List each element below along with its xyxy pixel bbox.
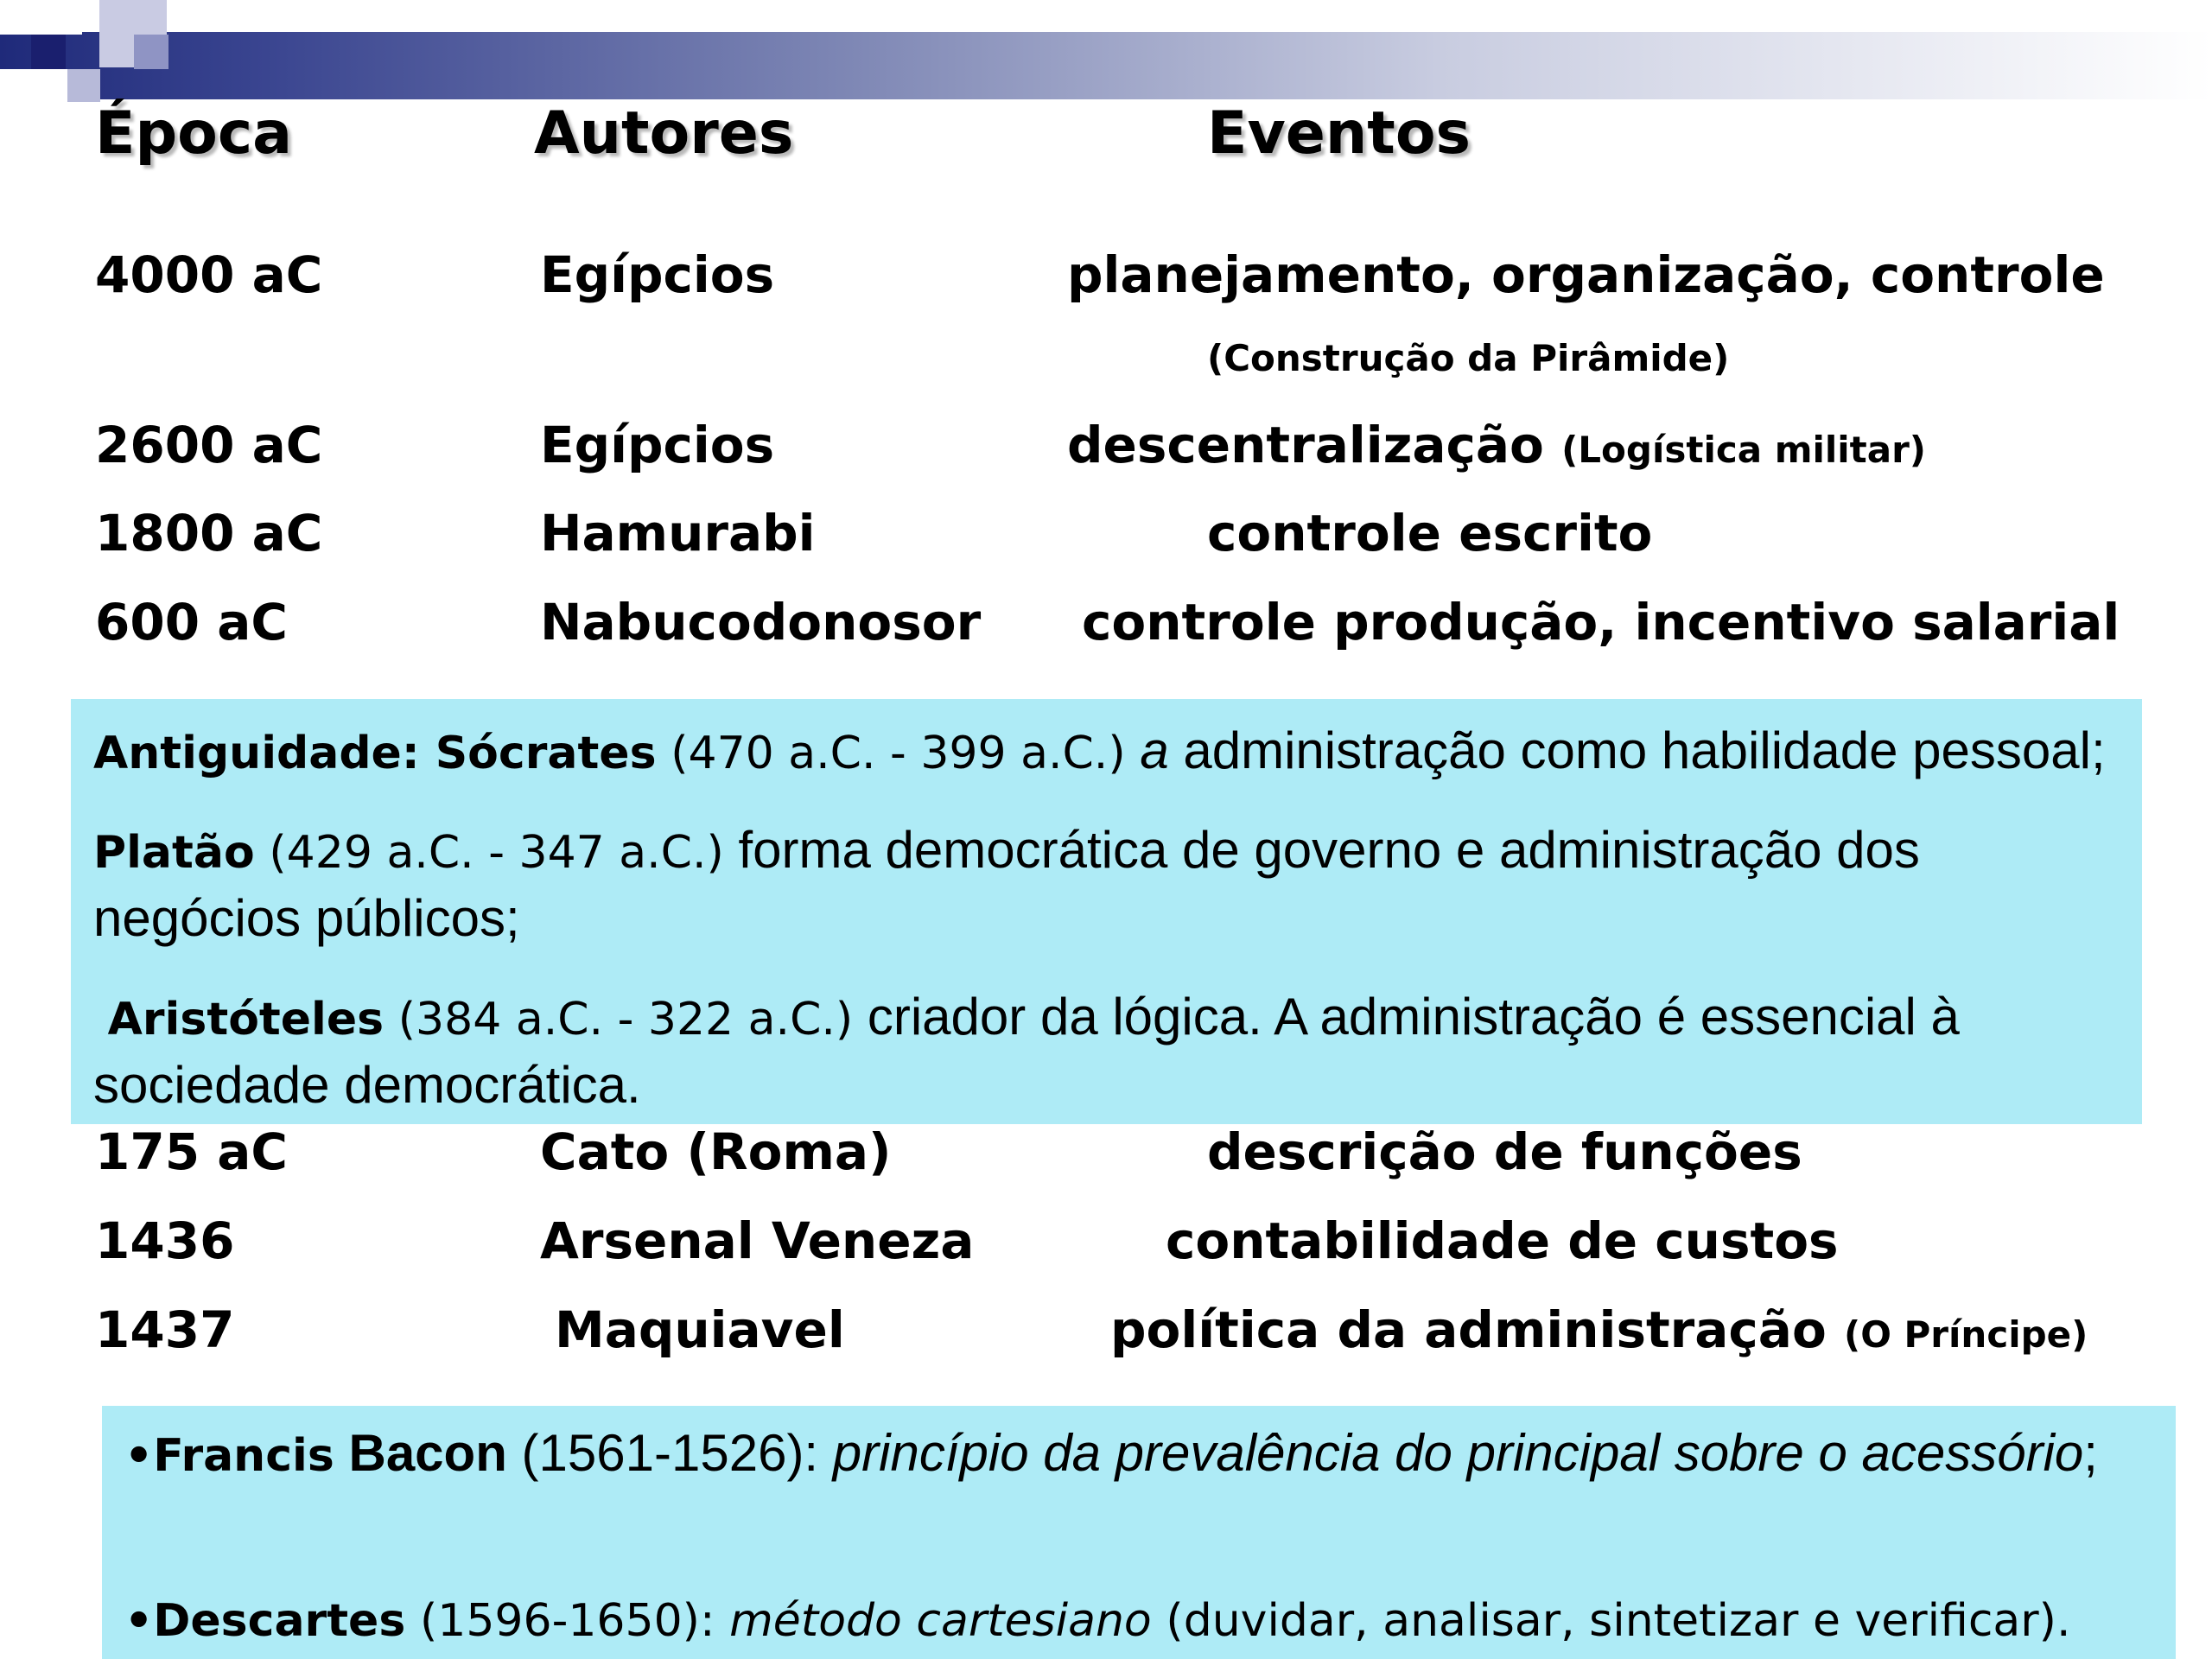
decor-square (31, 35, 66, 69)
descartes-paragraph (124, 1586, 2164, 1654)
row-epoca: 1800 aC (95, 504, 323, 563)
row-epoca: 600 aC (95, 593, 288, 652)
header-epoca: Época (95, 99, 293, 168)
descartes-name: Descartes (153, 1595, 406, 1647)
row-evento: controle escrito (1207, 504, 1653, 563)
platao-text: forma democrática de governo e administração dos negócios públicos; (93, 821, 1920, 947)
modern-box (102, 1406, 2176, 1659)
row-autor: Hamurabi (540, 504, 816, 563)
bullet: • (124, 1595, 154, 1647)
bullet: • (124, 1430, 154, 1482)
row-evento: planejamento, organização, controle (1067, 245, 2105, 304)
row-nota: (Construção da Pirâmide) (1207, 337, 1730, 379)
socrates-paragraph: Antiguidade: Sócrates (470 a.C. - 399 a.C.) a administração como habilidade pessoal; (93, 721, 2106, 779)
aristoteles-text: criador da lógica. A administração é essencial à sociedade democrática. (93, 988, 1960, 1114)
socrates-dates: (470 a.C. - 399 a.C.) (671, 728, 1126, 779)
row-epoca: 1436 (95, 1211, 235, 1270)
bacon-last-name: Bacon (348, 1424, 507, 1482)
platao-dates: (429 a.C. - 347 a.C.) (269, 827, 724, 879)
row-evento: descrição de funções (1207, 1122, 1802, 1181)
bacon-text: princípio da prevalência do principal sobre o acessório (832, 1424, 2084, 1482)
timeline-row (0, 416, 2212, 499)
aristoteles-paragraph (93, 984, 2133, 1118)
row-epoca: 175 aC (95, 1122, 288, 1181)
row-nota: (O Príncipe) (1844, 1313, 2088, 1356)
row-autor: Cato (Roma) (540, 1122, 892, 1181)
row-epoca: 1437 (95, 1300, 235, 1359)
row-evento: contabilidade de custos (1166, 1211, 1839, 1270)
row-evento: controle produção, incentivo salarial (1082, 593, 2120, 652)
decor-square (67, 69, 100, 102)
row-autor: Egípcios (540, 245, 775, 304)
row-autor: Maquiavel (555, 1300, 845, 1359)
decor-square (0, 0, 82, 35)
aristoteles-dates: (384 a.C. - 322 a.C.) (397, 994, 854, 1046)
row-evento: política da administração (O Príncipe) (1110, 1300, 2088, 1359)
timeline-row (0, 245, 2212, 328)
bacon-paragraph: •Francis Bacon (1561-1526): princípio da prevalência do principal sobre o acessório; (124, 1424, 2098, 1482)
aristoteles-name: Aristóteles (107, 994, 385, 1046)
timeline-row (0, 1122, 2212, 1205)
row-autor: Arsenal Veneza (540, 1211, 975, 1270)
row-autor: Nabucodonosor (540, 593, 982, 652)
timeline-row (0, 1300, 2212, 1383)
bacon-first-name: Francis (153, 1430, 334, 1482)
platao-paragraph (93, 817, 2133, 951)
socrates-name: Antiguidade: Sócrates (93, 728, 657, 779)
descartes-dates: (1596-1650): (419, 1595, 715, 1647)
header-autores: Autores (534, 99, 794, 168)
row-epoca: 4000 aC (95, 245, 323, 304)
row-nota: (Logística militar) (1561, 429, 1926, 471)
timeline-row (0, 1211, 2212, 1294)
platao-name: Platão (93, 827, 255, 879)
header-eventos: Eventos (1207, 99, 1471, 168)
decor-square (0, 69, 67, 137)
socrates-text: administração como habilidade pessoal; (1183, 721, 2106, 779)
row-evento: descentralização (Logística militar) (1067, 416, 1926, 474)
timeline-row (0, 504, 2212, 587)
row-autor: Egípcios (540, 416, 775, 474)
bacon-dates: (1561-1526): (521, 1424, 819, 1482)
timeline-row (0, 593, 2212, 676)
title-gradient-bar (0, 32, 2212, 99)
descartes-method: método cartesiano (729, 1595, 1152, 1647)
antiquity-box (71, 699, 2142, 1124)
row-epoca: 2600 aC (95, 416, 323, 474)
descartes-text: (duvidar, analisar, sintetizar e verificar). (1166, 1595, 2071, 1647)
decor-square (134, 35, 168, 69)
